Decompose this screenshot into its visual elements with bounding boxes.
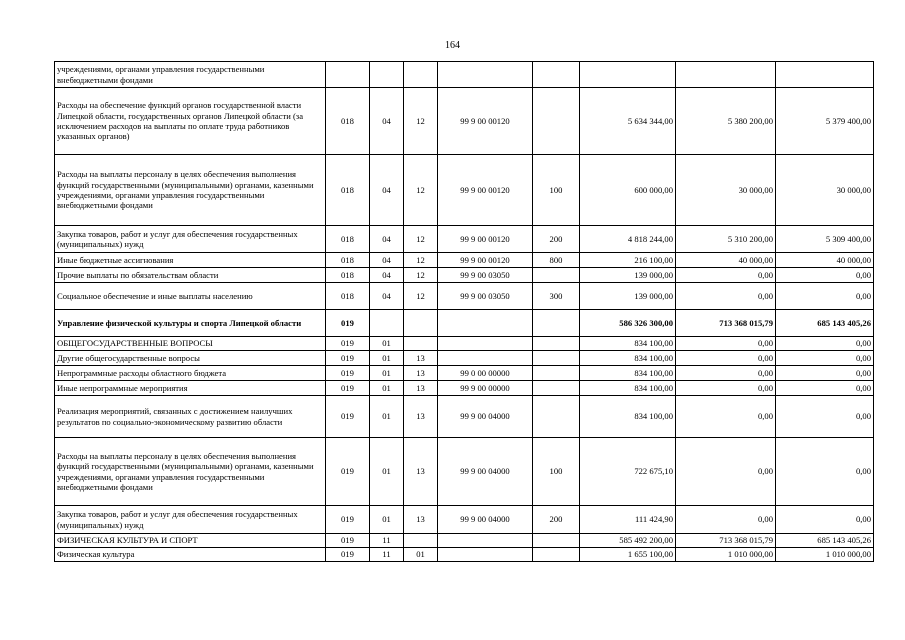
amount-year1-cell: 1 655 100,00 <box>580 548 676 562</box>
subsection-code-cell: 13 <box>404 366 438 381</box>
section-code-cell: 01 <box>370 351 404 366</box>
table-row <box>55 226 874 253</box>
amount-year1-cell: 834 100,00 <box>580 381 676 396</box>
amount-year1-cell: 722 675,10 <box>580 438 676 506</box>
table-row <box>55 381 874 396</box>
ved-code-cell: 019 <box>326 310 370 337</box>
row-name-cell: Физическая культура <box>55 548 326 562</box>
amount-year1-cell: 600 000,00 <box>580 155 676 226</box>
section-code-cell: 04 <box>370 268 404 283</box>
amount-year1-cell: 139 000,00 <box>580 268 676 283</box>
table-row <box>55 396 874 438</box>
subsection-code-cell: 12 <box>404 253 438 268</box>
amount-year3-cell: 0,00 <box>776 337 874 351</box>
amount-year1-cell: 834 100,00 <box>580 396 676 438</box>
expense-type-cell: 800 <box>533 253 580 268</box>
target-article-cell <box>438 534 533 548</box>
subsection-code-cell <box>404 310 438 337</box>
expense-type-cell <box>533 351 580 366</box>
subsection-code-cell: 13 <box>404 381 438 396</box>
row-name-cell: ОБЩЕГОСУДАРСТВЕННЫЕ ВОПРОСЫ <box>55 337 326 351</box>
target-article-cell <box>438 337 533 351</box>
amount-year2-cell: 713 368 015,79 <box>676 534 776 548</box>
table-row <box>55 351 874 366</box>
target-article-cell: 99 0 00 00000 <box>438 366 533 381</box>
amount-year1-cell: 586 326 300,00 <box>580 310 676 337</box>
expense-type-cell <box>533 534 580 548</box>
target-article-cell: 99 9 00 00000 <box>438 381 533 396</box>
amount-year2-cell: 1 010 000,00 <box>676 548 776 562</box>
subsection-code-cell: 12 <box>404 155 438 226</box>
amount-year2-cell: 713 368 015,79 <box>676 310 776 337</box>
section-code-cell <box>370 310 404 337</box>
amount-year3-cell: 5 379 400,00 <box>776 88 874 155</box>
expense-type-cell: 100 <box>533 438 580 506</box>
expense-type-cell <box>533 268 580 283</box>
expense-type-cell <box>533 310 580 337</box>
ved-code-cell: 018 <box>326 253 370 268</box>
row-name-cell: Закупка товаров, работ и услуг для обеспечения государственных (муниципальных) нужд <box>55 226 326 253</box>
expense-type-cell: 300 <box>533 283 580 310</box>
section-code-cell: 04 <box>370 226 404 253</box>
target-article-cell: 99 9 00 04000 <box>438 396 533 438</box>
amount-year2-cell: 5 310 200,00 <box>676 226 776 253</box>
table-row <box>55 506 874 534</box>
ved-code-cell: 018 <box>326 226 370 253</box>
ved-code-cell: 019 <box>326 396 370 438</box>
amount-year2-cell: 0,00 <box>676 396 776 438</box>
section-code-cell: 01 <box>370 438 404 506</box>
target-article-cell: 99 9 00 00120 <box>438 226 533 253</box>
row-name-cell: Расходы на обеспечение функций органов государственной власти Липецкой области, государственных органов Липецкой области (за исключением расходов на выплаты по оплате труда работников указанных органов) <box>55 88 326 155</box>
expense-type-cell <box>533 88 580 155</box>
table-row <box>55 253 874 268</box>
ved-code-cell: 019 <box>326 548 370 562</box>
table-row <box>55 337 874 351</box>
amount-year3-cell: 0,00 <box>776 283 874 310</box>
table-row <box>55 268 874 283</box>
subsection-code-cell: 13 <box>404 506 438 534</box>
subsection-code-cell: 01 <box>404 548 438 562</box>
amount-year3-cell: 0,00 <box>776 268 874 283</box>
row-name-cell: ФИЗИЧЕСКАЯ КУЛЬТУРА И СПОРТ <box>55 534 326 548</box>
ved-code-cell: 019 <box>326 438 370 506</box>
row-name-cell: Закупка товаров, работ и услуг для обеспечения государственных (муниципальных) нужд <box>55 506 326 534</box>
subsection-code-cell <box>404 337 438 351</box>
target-article-cell: 99 9 00 00120 <box>438 253 533 268</box>
amount-year2-cell: 0,00 <box>676 506 776 534</box>
budget-table-body <box>55 62 874 562</box>
row-name-cell: Непрограммные расходы областного бюджета <box>55 366 326 381</box>
table-row <box>55 283 874 310</box>
section-code-cell: 04 <box>370 283 404 310</box>
target-article-cell: 99 9 00 04000 <box>438 438 533 506</box>
expense-type-cell <box>533 548 580 562</box>
section-code-cell: 11 <box>370 548 404 562</box>
ved-code-cell: 019 <box>326 351 370 366</box>
subsection-code-cell: 12 <box>404 283 438 310</box>
amount-year1-cell: 5 634 344,00 <box>580 88 676 155</box>
section-code-cell: 01 <box>370 396 404 438</box>
section-code-cell: 11 <box>370 534 404 548</box>
amount-year3-cell: 0,00 <box>776 396 874 438</box>
amount-year3-cell: 1 010 000,00 <box>776 548 874 562</box>
expense-type-cell <box>533 62 580 88</box>
amount-year3-cell: 0,00 <box>776 438 874 506</box>
amount-year2-cell <box>676 62 776 88</box>
table-row <box>55 534 874 548</box>
amount-year3-cell: 0,00 <box>776 351 874 366</box>
row-name-cell: Управление физической культуры и спорта Липецкой области <box>55 310 326 337</box>
section-code-cell: 01 <box>370 337 404 351</box>
expense-type-cell <box>533 396 580 438</box>
amount-year1-cell: 4 818 244,00 <box>580 226 676 253</box>
table-row <box>55 88 874 155</box>
section-code-cell: 01 <box>370 381 404 396</box>
amount-year1-cell: 111 424,90 <box>580 506 676 534</box>
ved-code-cell: 019 <box>326 337 370 351</box>
amount-year2-cell: 0,00 <box>676 283 776 310</box>
subsection-code-cell: 12 <box>404 226 438 253</box>
ved-code-cell: 019 <box>326 506 370 534</box>
expense-type-cell: 200 <box>533 226 580 253</box>
amount-year1-cell: 139 000,00 <box>580 283 676 310</box>
amount-year3-cell: 0,00 <box>776 381 874 396</box>
target-article-cell <box>438 62 533 88</box>
ved-code-cell: 018 <box>326 268 370 283</box>
subsection-code-cell: 12 <box>404 268 438 283</box>
ved-code-cell: 018 <box>326 155 370 226</box>
target-article-cell <box>438 548 533 562</box>
section-code-cell <box>370 62 404 88</box>
amount-year3-cell: 0,00 <box>776 366 874 381</box>
section-code-cell: 04 <box>370 88 404 155</box>
amount-year2-cell: 0,00 <box>676 366 776 381</box>
row-name-cell: Расходы на выплаты персоналу в целях обеспечения выполнения функций государственными (муниципальными) органами, казенными учреждениями, органами управления государственными внебюджетными фондами <box>55 155 326 226</box>
subsection-code-cell <box>404 62 438 88</box>
ved-code-cell: 019 <box>326 366 370 381</box>
amount-year1-cell: 834 100,00 <box>580 366 676 381</box>
row-name-cell: Прочие выплаты по обязательствам области <box>55 268 326 283</box>
ved-code-cell: 019 <box>326 381 370 396</box>
amount-year3-cell: 5 309 400,00 <box>776 226 874 253</box>
amount-year2-cell: 5 380 200,00 <box>676 88 776 155</box>
amount-year2-cell: 40 000,00 <box>676 253 776 268</box>
table-row <box>55 310 874 337</box>
ved-code-cell: 019 <box>326 534 370 548</box>
amount-year1-cell: 585 492 200,00 <box>580 534 676 548</box>
amount-year3-cell <box>776 62 874 88</box>
row-name-cell: Иные бюджетные ассигнования <box>55 253 326 268</box>
amount-year2-cell: 0,00 <box>676 438 776 506</box>
page-number: 164 <box>445 40 460 51</box>
amount-year2-cell: 0,00 <box>676 351 776 366</box>
amount-year2-cell: 0,00 <box>676 337 776 351</box>
amount-year1-cell: 834 100,00 <box>580 337 676 351</box>
table-row <box>55 62 874 88</box>
subsection-code-cell <box>404 534 438 548</box>
expense-type-cell <box>533 381 580 396</box>
section-code-cell: 01 <box>370 506 404 534</box>
expense-type-cell: 200 <box>533 506 580 534</box>
row-name-cell: Реализация мероприятий, связанных с достижением наилучших результатов по социально-экономическому развитию области <box>55 396 326 438</box>
amount-year3-cell: 0,00 <box>776 506 874 534</box>
expense-type-cell <box>533 366 580 381</box>
amount-year1-cell: 216 100,00 <box>580 253 676 268</box>
expense-type-cell: 100 <box>533 155 580 226</box>
row-name-cell: Социальное обеспечение и иные выплаты населению <box>55 283 326 310</box>
amount-year2-cell: 0,00 <box>676 381 776 396</box>
target-article-cell <box>438 351 533 366</box>
section-code-cell: 04 <box>370 253 404 268</box>
amount-year3-cell: 685 143 405,26 <box>776 310 874 337</box>
subsection-code-cell: 13 <box>404 438 438 506</box>
target-article-cell: 99 9 00 03050 <box>438 283 533 310</box>
amount-year3-cell: 685 143 405,26 <box>776 534 874 548</box>
amount-year2-cell: 30 000,00 <box>676 155 776 226</box>
subsection-code-cell: 13 <box>404 351 438 366</box>
row-name-cell: Другие общегосударственные вопросы <box>55 351 326 366</box>
section-code-cell: 04 <box>370 155 404 226</box>
table-row <box>55 438 874 506</box>
amount-year1-cell: 834 100,00 <box>580 351 676 366</box>
row-name-cell: Иные непрограммные мероприятия <box>55 381 326 396</box>
target-article-cell: 99 9 00 04000 <box>438 506 533 534</box>
section-code-cell: 01 <box>370 366 404 381</box>
table-row <box>55 548 874 562</box>
expense-type-cell <box>533 337 580 351</box>
target-article-cell: 99 9 00 00120 <box>438 155 533 226</box>
amount-year1-cell <box>580 62 676 88</box>
subsection-code-cell: 13 <box>404 396 438 438</box>
row-name-cell: учреждениями, органами управления государственными внебюджетными фондами <box>55 62 326 88</box>
ved-code-cell: 018 <box>326 283 370 310</box>
table-row <box>55 366 874 381</box>
amount-year3-cell: 30 000,00 <box>776 155 874 226</box>
ved-code-cell: 018 <box>326 88 370 155</box>
row-name-cell: Расходы на выплаты персоналу в целях обеспечения выполнения функций государственными (муниципальными) органами, казенными учреждениями, органами управления государственными внебюджетными фондами <box>55 438 326 506</box>
target-article-cell: 99 9 00 03050 <box>438 268 533 283</box>
amount-year3-cell: 40 000,00 <box>776 253 874 268</box>
subsection-code-cell: 12 <box>404 88 438 155</box>
amount-year2-cell: 0,00 <box>676 268 776 283</box>
table-row <box>55 155 874 226</box>
target-article-cell: 99 9 00 00120 <box>438 88 533 155</box>
target-article-cell <box>438 310 533 337</box>
budget-table <box>54 61 874 562</box>
ved-code-cell <box>326 62 370 88</box>
